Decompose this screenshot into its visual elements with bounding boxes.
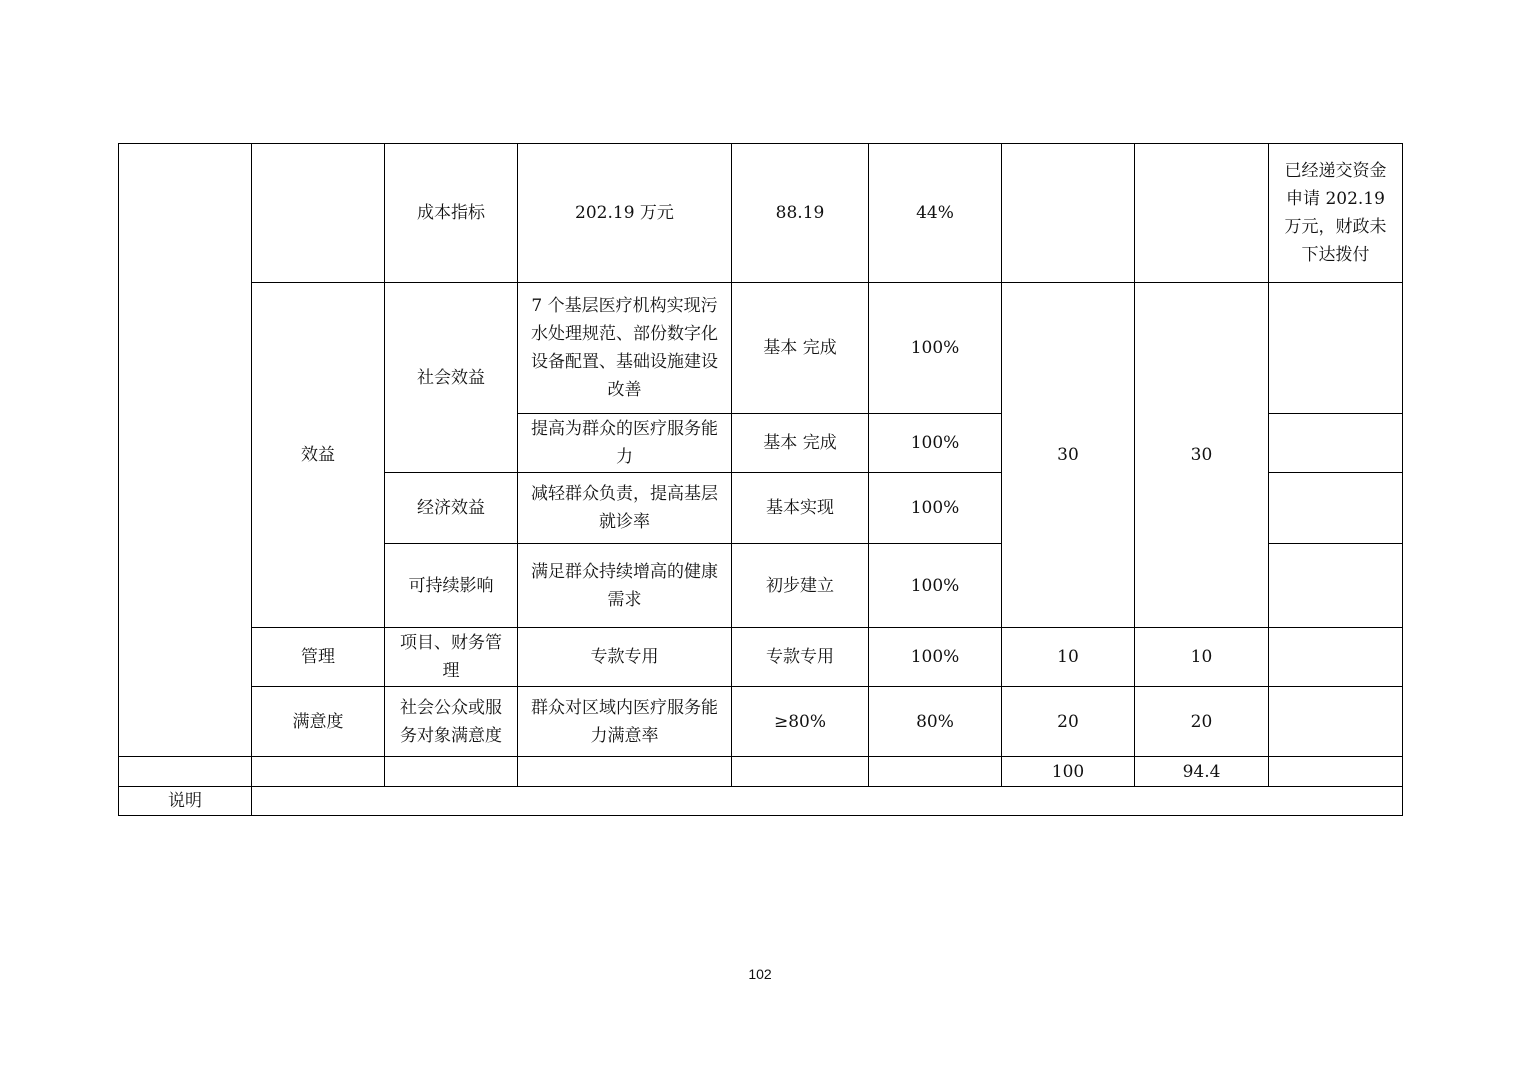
satisfaction-weight: 20 [1002,687,1135,757]
management-weight: 10 [1002,628,1135,687]
table-row-cost [119,144,1403,283]
cost-score [1135,144,1269,283]
satisfaction-category: 满意度 [252,687,385,757]
total-cell-5 [732,757,869,787]
cost-rate: 44% [869,144,1002,283]
satisfaction-target: 群众对区域内医疗服务能力满意率 [518,687,732,757]
satisfaction-score: 20 [1135,687,1269,757]
table-row-social-1 [119,283,1403,414]
social-target-2: 提高为群众的医疗服务能力 [518,414,732,473]
sustainable-actual: 初步建立 [732,544,869,628]
benefit-weight: 30 [1002,283,1135,628]
social-rate-1: 100% [869,283,1002,414]
satisfaction-rate: 80% [869,687,1002,757]
table-row-total [119,757,1403,787]
first-column-merged-cell [119,144,252,757]
page-number: 102 [748,966,772,982]
management-target: 专款专用 [518,628,732,687]
cost-actual: 88.19 [732,144,869,283]
economic-target: 减轻群众负责，提高基层就诊率 [518,473,732,544]
table-row-remarks [119,787,1403,816]
economic-rate: 100% [869,473,1002,544]
social-actual-1: 基本 完成 [732,283,869,414]
sustainable-indicator: 可持续影响 [385,544,518,628]
remarks-content [252,787,1403,816]
sustainable-rate: 100% [869,544,1002,628]
economic-note [1269,473,1403,544]
cost-target: 202.19 万元 [518,144,732,283]
total-score: 94.4 [1135,757,1269,787]
cost-indicator: 成本指标 [385,144,518,283]
sustainable-note [1269,544,1403,628]
total-weight: 100 [1002,757,1135,787]
total-cell-3 [385,757,518,787]
total-note [1269,757,1403,787]
social-note-1 [1269,283,1403,414]
economic-actual: 基本实现 [732,473,869,544]
management-note [1269,628,1403,687]
cost-category-cell [252,144,385,283]
total-cell-2 [252,757,385,787]
total-cell-1 [119,757,252,787]
total-cell-6 [869,757,1002,787]
satisfaction-note [1269,687,1403,757]
cost-weight [1002,144,1135,283]
performance-table [118,143,1403,816]
management-actual: 专款专用 [732,628,869,687]
management-score: 10 [1135,628,1269,687]
sustainable-target: 满足群众持续增高的健康需求 [518,544,732,628]
social-actual-2: 基本 完成 [732,414,869,473]
benefit-category: 效益 [252,283,385,628]
table-row-satisfaction [119,687,1403,757]
satisfaction-actual: ≥80% [732,687,869,757]
management-indicator: 项目、财务管理 [385,628,518,687]
remarks-label: 说明 [119,787,252,816]
cost-note: 已经递交资金申请 202.19 万元，财政未下达拨付 [1269,144,1403,283]
social-target-1: 7 个基层医疗机构实现污水处理规范、部份数字化设备配置、基础设施建设改善 [518,283,732,414]
satisfaction-indicator: 社会公众或服务对象满意度 [385,687,518,757]
benefit-score: 30 [1135,283,1269,628]
table-row-management [119,628,1403,687]
social-note-2 [1269,414,1403,473]
social-rate-2: 100% [869,414,1002,473]
management-rate: 100% [869,628,1002,687]
social-benefit-indicator: 社会效益 [385,283,518,473]
management-category: 管理 [252,628,385,687]
total-cell-4 [518,757,732,787]
economic-indicator: 经济效益 [385,473,518,544]
